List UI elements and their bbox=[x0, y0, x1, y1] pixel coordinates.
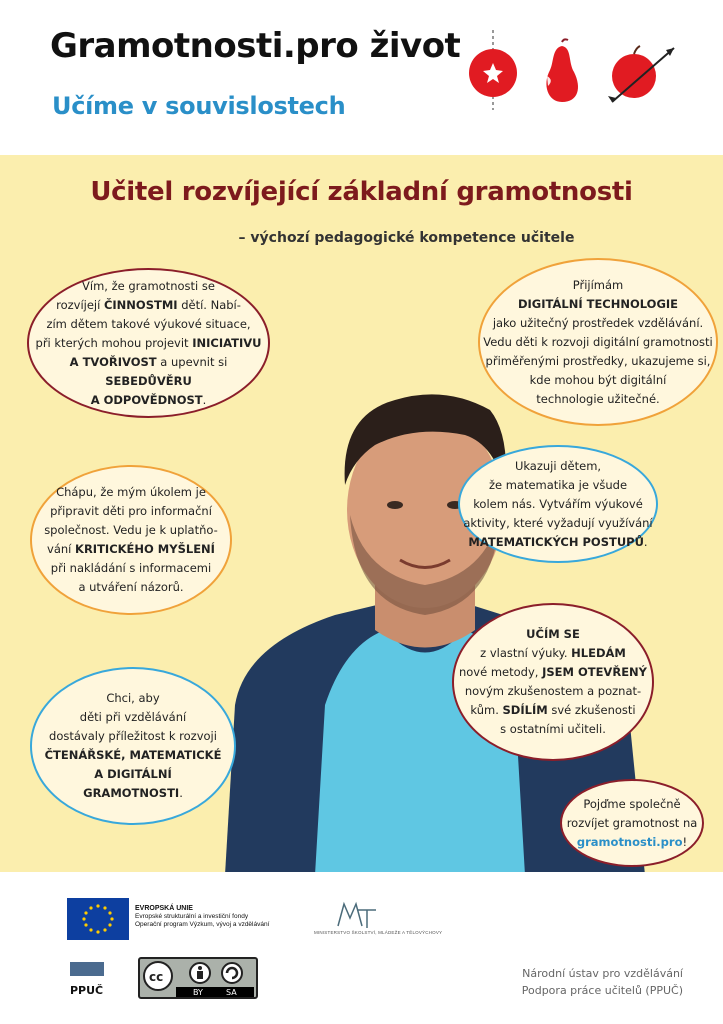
poster-subtitle: – výchozí pedagogické kompetence učitele bbox=[238, 230, 575, 246]
header bbox=[0, 0, 723, 155]
msmt-text: MINISTERSTVO ŠKOLSTVÍ, MLÁDEŽE A TĚLOVÝCHOVY bbox=[314, 930, 443, 935]
poster-title: Učitel rozvíjející základní gramotnosti bbox=[90, 177, 633, 207]
speech-bubble-activities: Vím, že gramotnosti se rozvíjejí ČINNOSTMI dětí. Nabí- zím dětem takové výukové situace, při kterých mohou projevit INICIATIVU A TVOŘIVOST a upevnit si SEBEDŮVĚRU A ODPOVĚDNOST. bbox=[27, 268, 270, 418]
cc-license-icon bbox=[140, 959, 256, 997]
brand-subtitle: Učíme v souvislostech bbox=[52, 92, 346, 120]
speech-bubble-learning: UČÍM SE z vlastní výuky. HLEDÁM nové metody, JSEM OTEVŘENÝ novým zkušenostem a poznat- kům. SDÍLÍM své zkušenosti s ostatními učiteli. bbox=[452, 603, 654, 761]
nuv-credits: Národní ústav pro vzdělávání Podpora práce učitelů (PPUČ) bbox=[521, 967, 683, 997]
svg-text:cc: cc bbox=[149, 970, 164, 984]
fruit-logo-icons bbox=[462, 30, 690, 110]
eu-funding-text: EVROPSKÁ UNIE Evropské strukturální a investiční fondy Operační program Výzkum, vývoj a vzdělávání bbox=[135, 905, 270, 928]
apple-icon bbox=[608, 46, 674, 102]
speech-bubble-literacy: Chci, aby děti při vzdělávání dostávaly příležitost k rozvoji ČTENÁŘSKÉ, MATEMATICKÉ A DIGITÁLNÍ GRAMOTNOSTI. bbox=[30, 667, 236, 825]
website-link[interactable]: gramotnosti.pro bbox=[576, 834, 683, 849]
brand-title: Gramotnosti.pro život bbox=[50, 26, 461, 66]
msmt-logo-icon bbox=[318, 896, 408, 944]
footer bbox=[0, 872, 723, 1024]
speech-bubble-math: Ukazuji dětem, že matematika je všude kolem nás. Vytvářím výukové aktivity, které vyžadují využívání MATEMATICKÝCH POSTUPŮ. bbox=[458, 445, 658, 563]
speech-bubble-digital: Přijímám DIGITÁLNÍ TECHNOLOGIE jako užitečný prostředek vzdělávání. Vedu děti k rozvoji digitální gramotnosti přiměřenými prostředky, ukazujeme si, kde mohou být digitální technologie užitečné. bbox=[478, 258, 718, 426]
cc-sa-label: SA bbox=[226, 988, 237, 997]
poster-area bbox=[0, 155, 723, 872]
tomato-icon bbox=[469, 30, 517, 110]
speech-bubble-call-to-action: Pojďme společně rozvíjet gramotnost na gramotnosti.pro! bbox=[560, 779, 704, 867]
pear-icon bbox=[546, 39, 578, 102]
cc-by-label: BY bbox=[193, 988, 203, 997]
ppuc-logo-icon bbox=[66, 958, 114, 998]
speech-bubble-critical-thinking: Chápu, že mým úkolem je připravit děti pro informační společnost. Vedu je k uplatňo- vání KRITICKÉHO MYŠLENÍ při nakládání s informacemi a utváření názorů. bbox=[30, 465, 232, 615]
svg-text:PPUČ: PPUČ bbox=[70, 984, 104, 997]
eu-flag-icon bbox=[67, 898, 129, 940]
cc-by-sa-license-badge bbox=[138, 957, 258, 999]
